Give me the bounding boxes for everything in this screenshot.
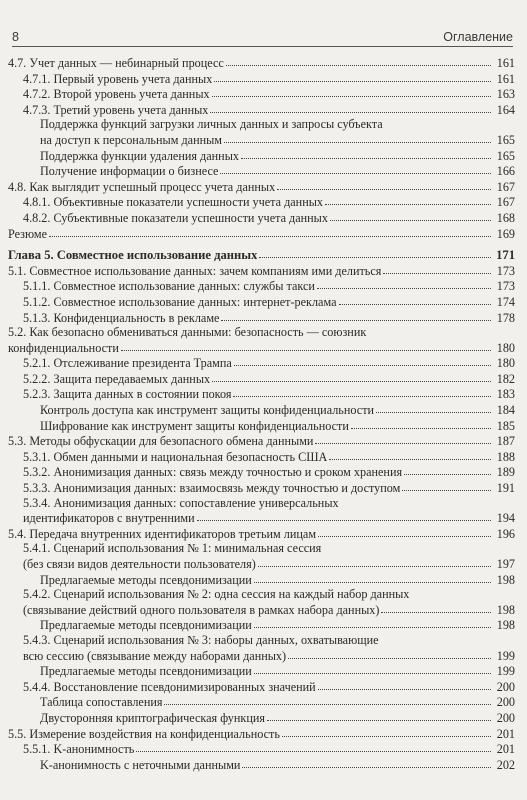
toc-entry-title: 4.7. Учет данных — небинарный процесс: [8, 56, 224, 70]
toc-entry[interactable]: [8, 480, 515, 496]
toc-entry[interactable]: [8, 117, 515, 132]
toc-page-number: 163: [496, 87, 515, 102]
dot-leader: [318, 679, 491, 691]
dot-leader: [258, 556, 491, 568]
toc-page-number: 184: [496, 403, 515, 418]
dot-leader: [330, 210, 491, 222]
toc-page-number: 178: [496, 310, 515, 325]
toc-entry[interactable]: [8, 102, 515, 118]
dot-leader: [214, 71, 491, 83]
toc-entry-title: 5.4.2. Сценарий использования № 2: одна сессия на каждый набор данных: [23, 587, 410, 602]
toc-page-number: 164: [496, 102, 515, 117]
toc-entry-title: Предлагаемые методы псевдонимизации: [40, 618, 252, 633]
toc-entry[interactable]: [8, 294, 515, 310]
toc-entry[interactable]: [8, 402, 515, 418]
dot-leader: [254, 617, 491, 629]
running-title: Оглавление: [443, 30, 513, 44]
toc-page-number: 161: [496, 71, 515, 86]
toc-page-number: 196: [496, 526, 515, 541]
toc-chapter-entry[interactable]: [8, 247, 515, 263]
toc-entry-title: 5.2. Как безопасно обмениваться данными: безопасность — союзник: [8, 325, 367, 340]
toc-entry[interactable]: [8, 694, 515, 710]
toc-page-number: 189: [496, 465, 515, 480]
toc-page-number: 182: [496, 371, 515, 386]
toc-entry[interactable]: [8, 496, 515, 511]
toc-entry-title: идентификаторов с внутренними: [23, 511, 195, 526]
toc-entry-title: 5.1.2. Совместное использование данных: интернет-реклама: [23, 294, 337, 309]
toc-page-number: 166: [496, 164, 515, 179]
toc-page-number: 197: [496, 557, 515, 571]
toc-page-number: 191: [496, 481, 515, 496]
dot-leader: [221, 310, 491, 322]
toc-entry-title: Контроль доступа как инструмент защиты конфиденциальности: [40, 403, 375, 418]
toc-page-number: 161: [496, 56, 515, 70]
dot-leader: [402, 480, 491, 492]
toc-entry-title: (без связи видов деятельности пользователя): [23, 557, 256, 571]
toc-entry-title: Глава 5. Совместное использование данных: [8, 248, 258, 263]
toc-entry[interactable]: [8, 648, 515, 664]
toc-entry-title: 5.1.1. Совместное использование данных: службы такси: [23, 279, 315, 294]
toc-entry-title: 4.7.2. Второй уровень учета данных: [23, 87, 210, 102]
toc-page-number: 171: [496, 248, 515, 263]
dot-leader: [404, 464, 491, 476]
toc-entry-title: конфиденциальности: [8, 340, 119, 355]
toc-entry[interactable]: [8, 541, 515, 556]
toc-page-number: 201: [496, 742, 515, 757]
toc-page-number: 169: [496, 226, 515, 241]
toc-entry[interactable]: [8, 325, 515, 340]
toc-entry-title: 5.4.4. Восстановление псевдонимизированных значений: [23, 679, 316, 694]
toc-page-number: 165: [496, 148, 515, 163]
toc-entry[interactable]: [8, 132, 515, 148]
toc-entry-title: 4.7.1. Первый уровень учета данных: [23, 71, 213, 86]
header-rule: [12, 46, 513, 47]
toc-page-number: 165: [496, 132, 515, 147]
toc-entry-title: Шифрование как инструмент защиты конфиденциальности: [40, 418, 349, 433]
toc-entry-title: 5.1. Совместное использование данных: зачем компаниям ими делиться: [8, 263, 382, 278]
dot-leader: [376, 402, 491, 414]
toc-entry[interactable]: [8, 194, 515, 210]
toc-entry-title: 5.5. Измерение воздействия на конфиденциальность: [8, 726, 280, 741]
toc-entry[interactable]: [8, 226, 515, 242]
toc-entry[interactable]: [8, 163, 515, 179]
toc-page-number: 188: [496, 449, 515, 464]
toc-page-number: 194: [496, 511, 515, 526]
toc-entry-title: 5.2.3. Защита данных в состоянии покоя: [23, 387, 232, 402]
dot-leader: [254, 663, 491, 675]
toc-page-number: 167: [496, 179, 515, 194]
toc-page-number: 167: [496, 195, 515, 210]
toc-page-number: 202: [496, 757, 515, 772]
dot-leader: [49, 226, 491, 238]
dot-leader: [325, 194, 491, 206]
toc-entry[interactable]: [8, 433, 515, 449]
dot-leader: [254, 572, 491, 584]
toc-entry[interactable]: [8, 148, 515, 164]
dot-leader: [383, 263, 491, 275]
toc-page-number: 180: [496, 340, 515, 355]
toc-page-number: 199: [496, 664, 515, 679]
toc-entry[interactable]: [8, 210, 515, 226]
toc-entry[interactable]: [8, 263, 515, 279]
dot-leader: [339, 294, 491, 306]
toc-entry-title: Таблица сопоставления: [40, 695, 163, 710]
page-number: 8: [12, 30, 19, 44]
toc-entry-title: 4.8.1. Объективные показатели успешности учета данных: [23, 195, 324, 210]
toc-entry[interactable]: [8, 510, 515, 526]
toc-entry[interactable]: [8, 679, 515, 695]
dot-leader: [226, 55, 491, 67]
toc-entry-title: K-анонимность с неточными данными: [40, 757, 241, 772]
toc-page-number: 168: [496, 210, 515, 225]
toc-entry-title: 5.2.1. Отслеживание президента Трампа: [23, 356, 232, 371]
dot-leader: [242, 757, 491, 769]
dot-leader: [234, 355, 491, 367]
page-header: [12, 22, 513, 44]
toc-entry-title: 5.5.1. K-анонимность: [23, 742, 135, 757]
toc-entry[interactable]: [8, 371, 515, 387]
toc-page-number: 201: [496, 726, 515, 741]
toc-entry[interactable]: [8, 355, 515, 371]
toc-entry[interactable]: [8, 602, 515, 618]
toc-entry-title: 5.1.3. Конфиденциальность в рекламе: [23, 310, 220, 325]
dot-leader: [277, 179, 491, 191]
toc-page-number: 173: [496, 263, 515, 278]
dot-leader: [136, 741, 491, 753]
toc-entry[interactable]: [8, 310, 515, 326]
toc-entry-title: 5.3. Методы обфускации для безопасного обмена данными: [8, 434, 314, 449]
toc-entry-title: 4.7.3. Третий уровень учета данных: [23, 102, 209, 117]
toc-entry[interactable]: [8, 556, 515, 572]
toc-entry[interactable]: [8, 55, 515, 71]
toc-page-number: 200: [496, 710, 515, 725]
toc-entry-title: 4.8. Как выглядит успешный процесс учета данных: [8, 179, 276, 194]
toc-page-number: 185: [496, 418, 515, 433]
toc-entry[interactable]: [8, 617, 515, 633]
dot-leader: [241, 148, 491, 160]
toc-page-number: 198: [496, 618, 515, 633]
toc-entry-title: 5.2.2. Защита передаваемых данных: [23, 371, 211, 386]
toc-entry[interactable]: [8, 757, 515, 773]
toc-entry[interactable]: [8, 418, 515, 434]
toc-entry[interactable]: [8, 587, 515, 602]
toc-entry-title: 5.4.3. Сценарий использования № 3: наборы данных, охватывающие: [23, 632, 379, 647]
toc-entry[interactable]: [8, 278, 515, 294]
toc-page-number: 173: [496, 279, 515, 294]
toc-entry-title: 5.3.4. Анонимизация данных: сопоставление универсальных: [23, 495, 339, 510]
dot-leader: [197, 510, 491, 522]
toc-entry[interactable]: [8, 386, 515, 402]
toc-entry[interactable]: [8, 464, 515, 480]
dot-leader: [317, 278, 491, 290]
dot-leader: [259, 247, 491, 259]
toc-entry-title: всю сессию (связывание между наборами данных): [23, 648, 287, 663]
toc-entry-title: Получение информации о бизнесе: [40, 164, 219, 179]
toc-entry-title: Резюме: [8, 226, 48, 241]
toc-page-number: 198: [496, 602, 515, 617]
dot-leader: [224, 132, 491, 144]
toc-entry-title: Поддержка функции удаления данных: [40, 148, 239, 163]
toc-entry-title: 5.3.2. Анонимизация данных: связь между точностью и сроком хранения: [23, 465, 403, 480]
dot-leader: [329, 449, 491, 461]
dot-leader: [267, 710, 491, 722]
toc-entry-title: Предлагаемые методы псевдонимизации: [40, 572, 252, 587]
toc-page-number: 200: [496, 695, 515, 710]
toc-entry-title: 5.4.1. Сценарий использования № 1: минимальная сессия: [23, 541, 322, 556]
toc-entry[interactable]: [8, 179, 515, 195]
toc-entry-title: на доступ к персональным данным: [40, 132, 223, 147]
toc-entry[interactable]: [8, 633, 515, 648]
table-of-contents: [8, 55, 515, 772]
toc-entry[interactable]: [8, 741, 515, 757]
dot-leader: [351, 418, 491, 430]
toc-page-number: 200: [496, 679, 515, 694]
dot-leader: [210, 102, 491, 114]
dot-leader: [220, 163, 491, 175]
toc-entry-title: Поддержка функций загрузки личных данных и запросы субъекта: [40, 117, 383, 132]
dot-leader: [212, 371, 491, 383]
toc-page-number: 174: [496, 294, 515, 309]
dot-leader: [288, 648, 491, 660]
toc-entry-title: 5.3.1. Обмен данными и национальная безопасность США: [23, 449, 328, 464]
toc-entry-title: Двусторонняя криптографическая функция: [40, 710, 265, 725]
toc-entry[interactable]: [8, 726, 515, 742]
toc-page-number: 198: [496, 572, 515, 587]
toc-page-number: 183: [496, 387, 515, 402]
dot-leader: [318, 526, 491, 538]
toc-entry[interactable]: [8, 710, 515, 726]
toc-entry[interactable]: [8, 449, 515, 465]
dot-leader: [282, 726, 491, 738]
toc-entry-title: Предлагаемые методы псевдонимизации: [40, 664, 252, 679]
toc-entry-title: 5.4. Передача внутренних идентификаторов третьим лицам: [8, 526, 317, 541]
toc-entry-title: 4.8.2. Субъективные показатели успешности учета данных: [23, 210, 328, 225]
toc-entry-title: (связывание действий одного пользователя в рамках набора данных): [23, 602, 380, 617]
toc-entry-title: 5.3.3. Анонимизация данных: взаимосвязь между точностью и доступом: [23, 481, 401, 496]
toc-entry[interactable]: [8, 340, 515, 356]
toc-page-number: 199: [496, 648, 515, 663]
dot-leader: [212, 86, 491, 98]
toc-entry[interactable]: [8, 572, 515, 588]
toc-entry[interactable]: [8, 526, 515, 542]
toc-entry[interactable]: [8, 663, 515, 679]
dot-leader: [164, 694, 491, 706]
dot-leader: [381, 602, 491, 614]
dot-leader: [121, 340, 491, 352]
toc-entry[interactable]: [8, 86, 515, 102]
dot-leader: [315, 433, 491, 445]
toc-page-number: 180: [496, 356, 515, 371]
toc-page-number: 187: [496, 434, 515, 449]
toc-entry[interactable]: [8, 71, 515, 87]
dot-leader: [233, 386, 491, 398]
